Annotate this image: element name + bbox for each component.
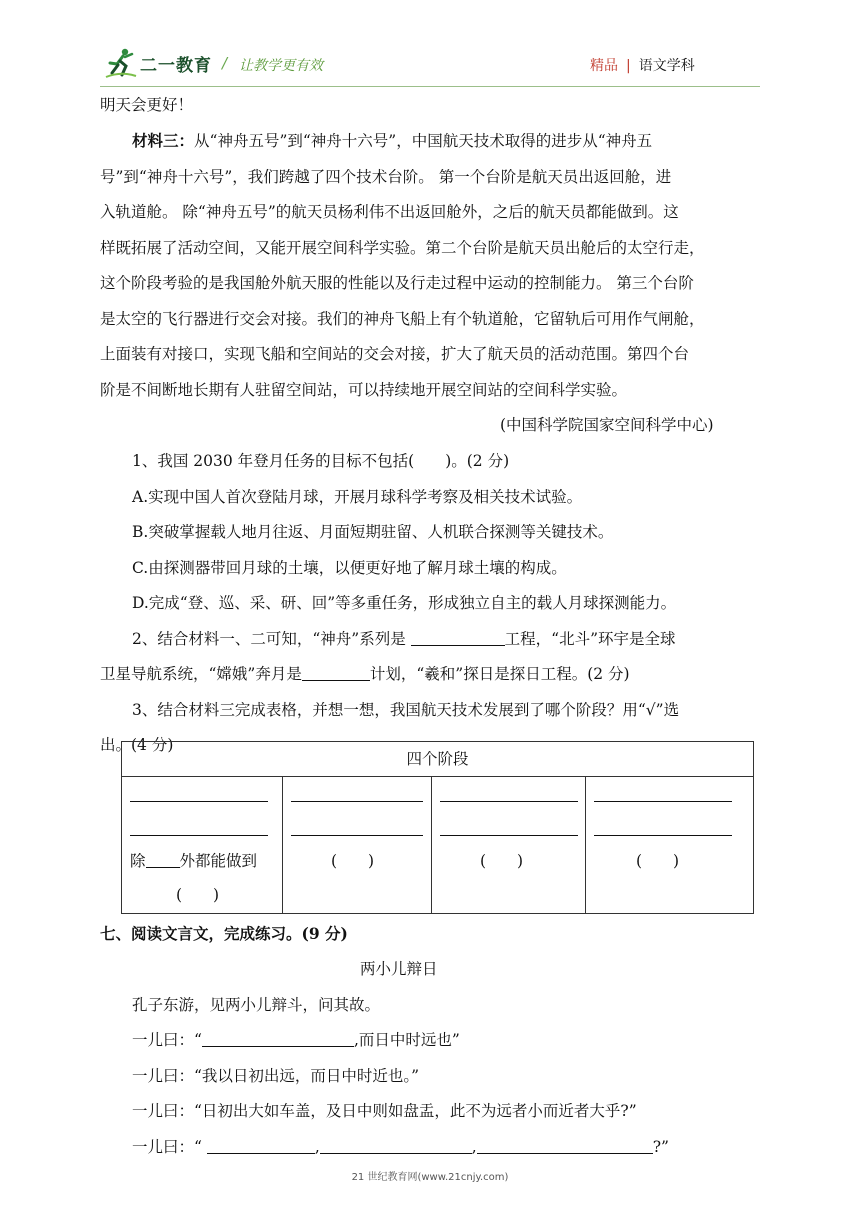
cell-text — [130, 849, 257, 871]
question-3-line1: 3、结合材料三完成表格，并想一想，我国航天技术发展到了哪个阶段？用“√”选 — [132, 701, 680, 719]
stages-table — [121, 741, 754, 914]
material-three-line — [132, 129, 652, 151]
classical-line — [132, 1135, 669, 1157]
check-paren[interactable]: ( ) — [636, 852, 680, 870]
paragraph-line: 这个阶段考验的是我国舱外航天服的性能以及行走过程中运动的控制能力。 第三个台阶 — [100, 274, 694, 292]
check-paren[interactable]: ( ) — [331, 852, 375, 870]
text-span: 除 — [130, 852, 146, 870]
text-span: 工程，“北斗”环宇是全球 — [504, 630, 676, 648]
answer-line[interactable] — [130, 801, 268, 802]
paragraph-line: 入轨道舱。 除“神舟五号”的航天员杨利伟不出返回舱外，之后的航天员都能做到。这 — [100, 203, 679, 221]
paragraph-line: 上面装有对接口，实现飞船和空间站的交会对接，扩大了航天员的活动范围。第四个台 — [100, 345, 690, 363]
header-divider: | — [626, 58, 631, 74]
check-paren[interactable]: ( ) — [176, 886, 220, 904]
option-b: B.突破掌握载人地月往返、月面短期驻留、人机联合探测等关键技术。 — [132, 523, 614, 541]
table-cell — [432, 777, 586, 914]
question-2-line1 — [132, 627, 676, 649]
option-a: A.实现中国人首次登陆月球，开展月球科学考察及相关技术试验。 — [132, 488, 583, 506]
text-span: 一儿曰：“ — [132, 1031, 202, 1049]
material-three-label: 材料三： — [132, 131, 195, 150]
text-span: , — [471, 1138, 477, 1156]
slogan-separator: / — [222, 54, 228, 72]
paragraph-line: 是太空的飞行器进行交会对接。我们的神舟飞船上有个轨道舱，它留轨后可用作气闸舱， — [100, 310, 705, 328]
fill-blank[interactable] — [202, 1030, 354, 1047]
quality-tag: 精品 — [590, 58, 618, 74]
section-7-heading: 七、阅读文言文，完成练习。(9 分) — [100, 924, 348, 943]
text-span: 2、结合材料一、二可知，“神舟”系列是 — [132, 630, 411, 648]
text-span: 卫星导航系统，“嫦娥”奔月是 — [100, 665, 302, 683]
fill-blank[interactable] — [320, 1137, 472, 1154]
answer-line[interactable] — [440, 801, 578, 802]
slogan: 让教学更有效 — [239, 58, 323, 74]
fill-blank[interactable] — [302, 664, 370, 681]
text-span: 计划，“羲和”探日是探日工程。(2 分) — [369, 665, 630, 683]
table-cell — [586, 777, 754, 914]
answer-line[interactable] — [594, 835, 732, 836]
classical-line: 一儿曰：“我以日初出远，而日中时近也。” — [132, 1067, 420, 1085]
paragraph-line: 明天会更好！ — [100, 96, 194, 114]
text-span: 外都能做到 — [179, 852, 258, 870]
answer-line[interactable] — [291, 835, 423, 836]
runner-logo-icon — [104, 46, 138, 80]
option-c: C.由探测器带回月球的土壤，以便更好地了解月球土壤的构成。 — [132, 559, 567, 577]
subject-label: 语文学科 — [638, 58, 695, 74]
text-span: , — [314, 1138, 320, 1156]
paragraph-line: 号”到“神舟十六号”，我们跨越了四个技术台阶。 第一个台阶是航天员出返回舱，进 — [100, 168, 672, 186]
source-citation: (中国科学院国家空间科学中心) — [500, 416, 714, 434]
answer-line[interactable] — [291, 801, 423, 802]
table-header: 四个阶段 — [122, 742, 754, 777]
check-paren[interactable]: ( ) — [480, 852, 524, 870]
classical-line — [132, 1028, 460, 1050]
fill-blank[interactable] — [207, 1137, 315, 1154]
paragraph-line: 阶是不间断地长期有人驻留空间站，可以持续地开展空间站的空间科学实验。 — [100, 381, 628, 399]
text-span: ,而日中时远也” — [353, 1031, 460, 1049]
logo-text: 二一教育 — [140, 55, 212, 76]
header-rule — [100, 86, 760, 87]
fill-blank[interactable] — [146, 851, 180, 868]
page-footer: 21 世纪教育网(www.21cnjy.com) — [351, 1172, 509, 1183]
text-span: 从“神舟五号”到“神舟十六号”，中国航天技术取得的进步从“神舟五 — [194, 132, 653, 150]
question-2-line2 — [100, 662, 630, 684]
question-3-line2: 出。(4 分) — [100, 736, 174, 754]
option-d: D.完成“登、巡、采、研、回”等多重任务，形成独立自主的载人月球探测能力。 — [132, 594, 677, 612]
text-span: ?” — [652, 1138, 669, 1156]
fill-blank[interactable] — [411, 629, 505, 646]
answer-line[interactable] — [130, 835, 268, 836]
page-header — [0, 0, 860, 90]
logo — [104, 46, 212, 80]
question-1: 1、我国 2030 年登月任务的目标不包括( )。(2 分) — [132, 452, 510, 470]
poem-title: 两小儿辩日 — [360, 960, 438, 978]
header-right — [590, 55, 695, 75]
paragraph-line: 样既拓展了活动空间，又能开展空间科学实验。第二个台阶是航天员出舱后的太空行走， — [100, 239, 705, 257]
table-cell — [122, 777, 283, 914]
classical-line: 一儿曰：“日初出大如车盖，及日中则如盘盂，此不为远者小而近者大乎?” — [132, 1102, 637, 1120]
text-span: 一儿曰：“ — [132, 1138, 207, 1156]
table-cell — [283, 777, 432, 914]
fill-blank[interactable] — [477, 1137, 653, 1154]
answer-line[interactable] — [594, 801, 732, 802]
answer-line[interactable] — [440, 835, 578, 836]
classical-line: 孔子东游，见两小儿辩斗，问其故。 — [132, 996, 381, 1014]
